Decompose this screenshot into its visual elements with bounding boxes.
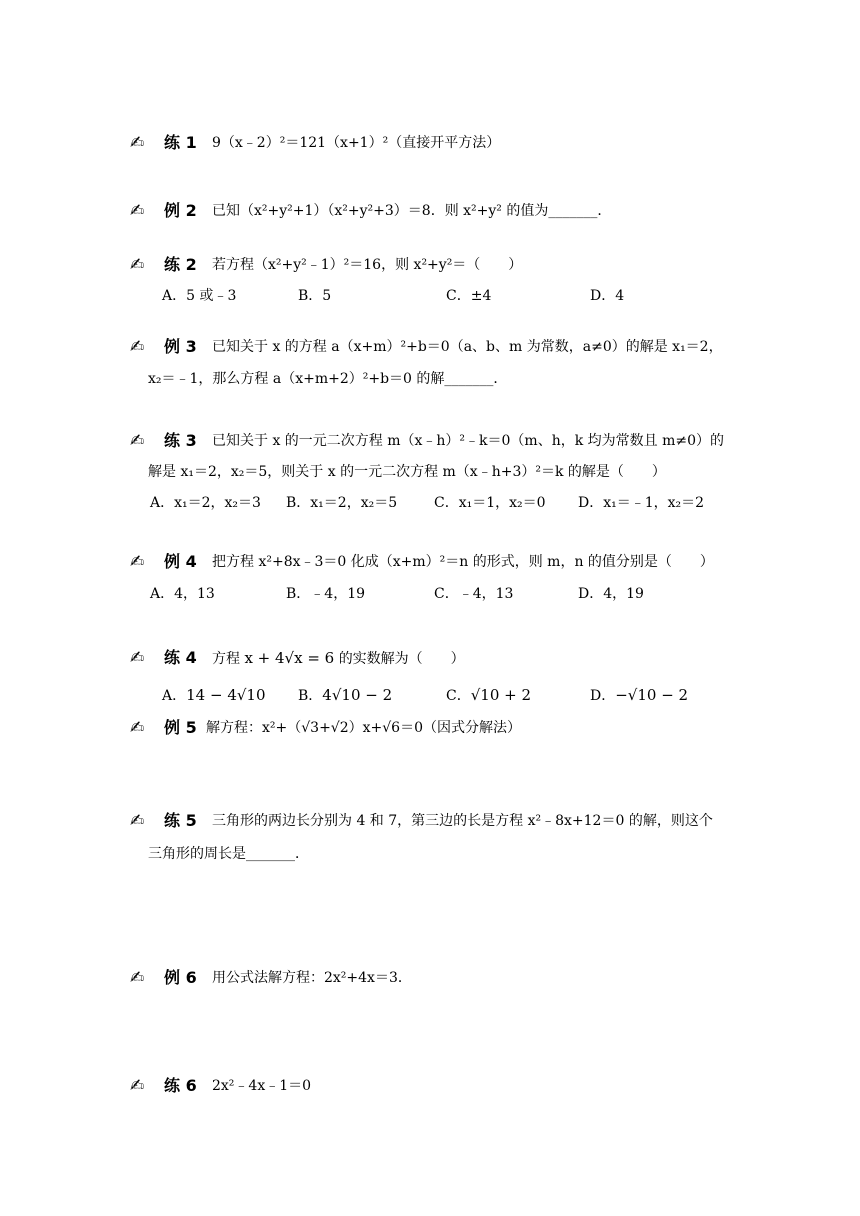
option-c: C．﹣4，13 [434, 586, 514, 602]
item-text: 2x²﹣4x﹣1＝0 [212, 1078, 312, 1094]
item-text: 解方程：x²+（√3+√2）x+√6＝0（因式分解法） [206, 720, 521, 736]
item-label: 例 6 [164, 968, 197, 987]
item-text: 9（x﹣2）²＝121（x+1）²（直接开平方法） [212, 135, 501, 151]
item-label: 练 6 [164, 1076, 197, 1095]
option-a-math: 14 − 4√10 [186, 686, 266, 704]
equation: x + 4√x = 6 [244, 649, 335, 667]
option-c: C．x₁＝1，x₂＝0 [434, 495, 546, 511]
option-b: B．x₁＝2，x₂＝5 [286, 495, 398, 511]
option-a: A．5 或﹣3 [162, 288, 237, 304]
option-c: C．±4 [446, 288, 492, 304]
writing-hand-icon: ✍ [130, 968, 145, 988]
item-label: 练 4 [164, 648, 197, 667]
item-label: 练 1 [164, 133, 197, 152]
item-text-continued: 解是 x₁＝2，x₂＝5，则关于 x 的一元二次方程 m（x﹣h+3）²＝k 的解是（ ） [148, 464, 666, 480]
options-row [150, 579, 750, 607]
item-label: 例 2 [164, 201, 197, 220]
item-text: 已知关于 x 的一元二次方程 m（x﹣h）²﹣k＝0（m、h，k 均为常数且 m≠0）的 [212, 433, 725, 449]
option-a: A．4，13 [150, 586, 215, 602]
option-b-math: 4√10 − 2 [322, 686, 393, 704]
item-text: 用公式法解方程：2x²+4x＝3． [212, 970, 412, 986]
option-a: A．x₁＝2，x₂＝3 [150, 495, 261, 511]
options-row [162, 281, 750, 309]
item-label: 练 2 [164, 255, 197, 274]
options-row [150, 488, 750, 516]
writing-hand-icon: ✍ [130, 718, 145, 738]
writing-hand-icon: ✍ [130, 201, 145, 221]
option-d: D．4，19 [578, 586, 644, 602]
item-text-continued: 三角形的周长是_______． [148, 846, 309, 862]
option-c-math: √10 + 2 [470, 686, 532, 704]
option-d-math: −√10 − 2 [615, 686, 689, 704]
item-text: 已知关于 x 的方程 a（x+m）²+b＝0（a、b、m 为常数，a≠0）的解是 x₁＝2， [212, 339, 723, 355]
option-d: D．x₁＝﹣1，x₂＝2 [578, 495, 705, 511]
writing-hand-icon: ✍ [130, 255, 145, 275]
writing-hand-icon: ✍ [130, 1076, 145, 1096]
option-c: C．√10 + 2 [446, 686, 532, 704]
writing-hand-icon: ✍ [130, 648, 145, 668]
writing-hand-icon: ✍ [130, 133, 145, 153]
writing-hand-icon: ✍ [130, 811, 145, 831]
item-text: 把方程 x²+8x﹣3＝0 化成（x+m）²＝n 的形式，则 m，n 的值分别是（ ） [212, 554, 714, 570]
option-a: A．14 − 4√10 [162, 686, 266, 704]
options-row [162, 680, 750, 708]
item-text: 已知（x²+y²+1）（x²+y²+3）＝8．则 x²+y² 的值为_______． [212, 203, 612, 219]
item-label: 练 5 [164, 811, 197, 830]
option-d: D．4 [590, 288, 625, 304]
item-label: 例 5 [164, 718, 197, 737]
option-b: B．5 [298, 288, 332, 304]
item-text: 若方程（x²+y²﹣1）²＝16，则 x²+y²＝（ ） [212, 257, 523, 273]
item-text-pre: 方程 [212, 651, 240, 667]
writing-hand-icon: ✍ [130, 337, 145, 357]
writing-hand-icon: ✍ [130, 431, 145, 451]
item-text-continued: x₂＝﹣1，那么方程 a（x+m+2）²+b＝0 的解_______． [148, 371, 508, 387]
option-b: B．﹣4，19 [286, 586, 366, 602]
item-text: 三角形的两边长分别为 4 和 7，第三边的长是方程 x²﹣8x+12＝0 的解，则这个 [212, 813, 713, 829]
item-text [212, 643, 465, 674]
item-label: 练 3 [164, 431, 197, 450]
writing-hand-icon: ✍ [130, 552, 145, 572]
item-label: 例 4 [164, 552, 197, 571]
option-b: B．4√10 − 2 [298, 686, 393, 704]
item-text-post: 的实数解为（ ） [338, 651, 465, 667]
item-label: 例 3 [164, 337, 197, 356]
option-d: D．−√10 − 2 [590, 686, 689, 704]
